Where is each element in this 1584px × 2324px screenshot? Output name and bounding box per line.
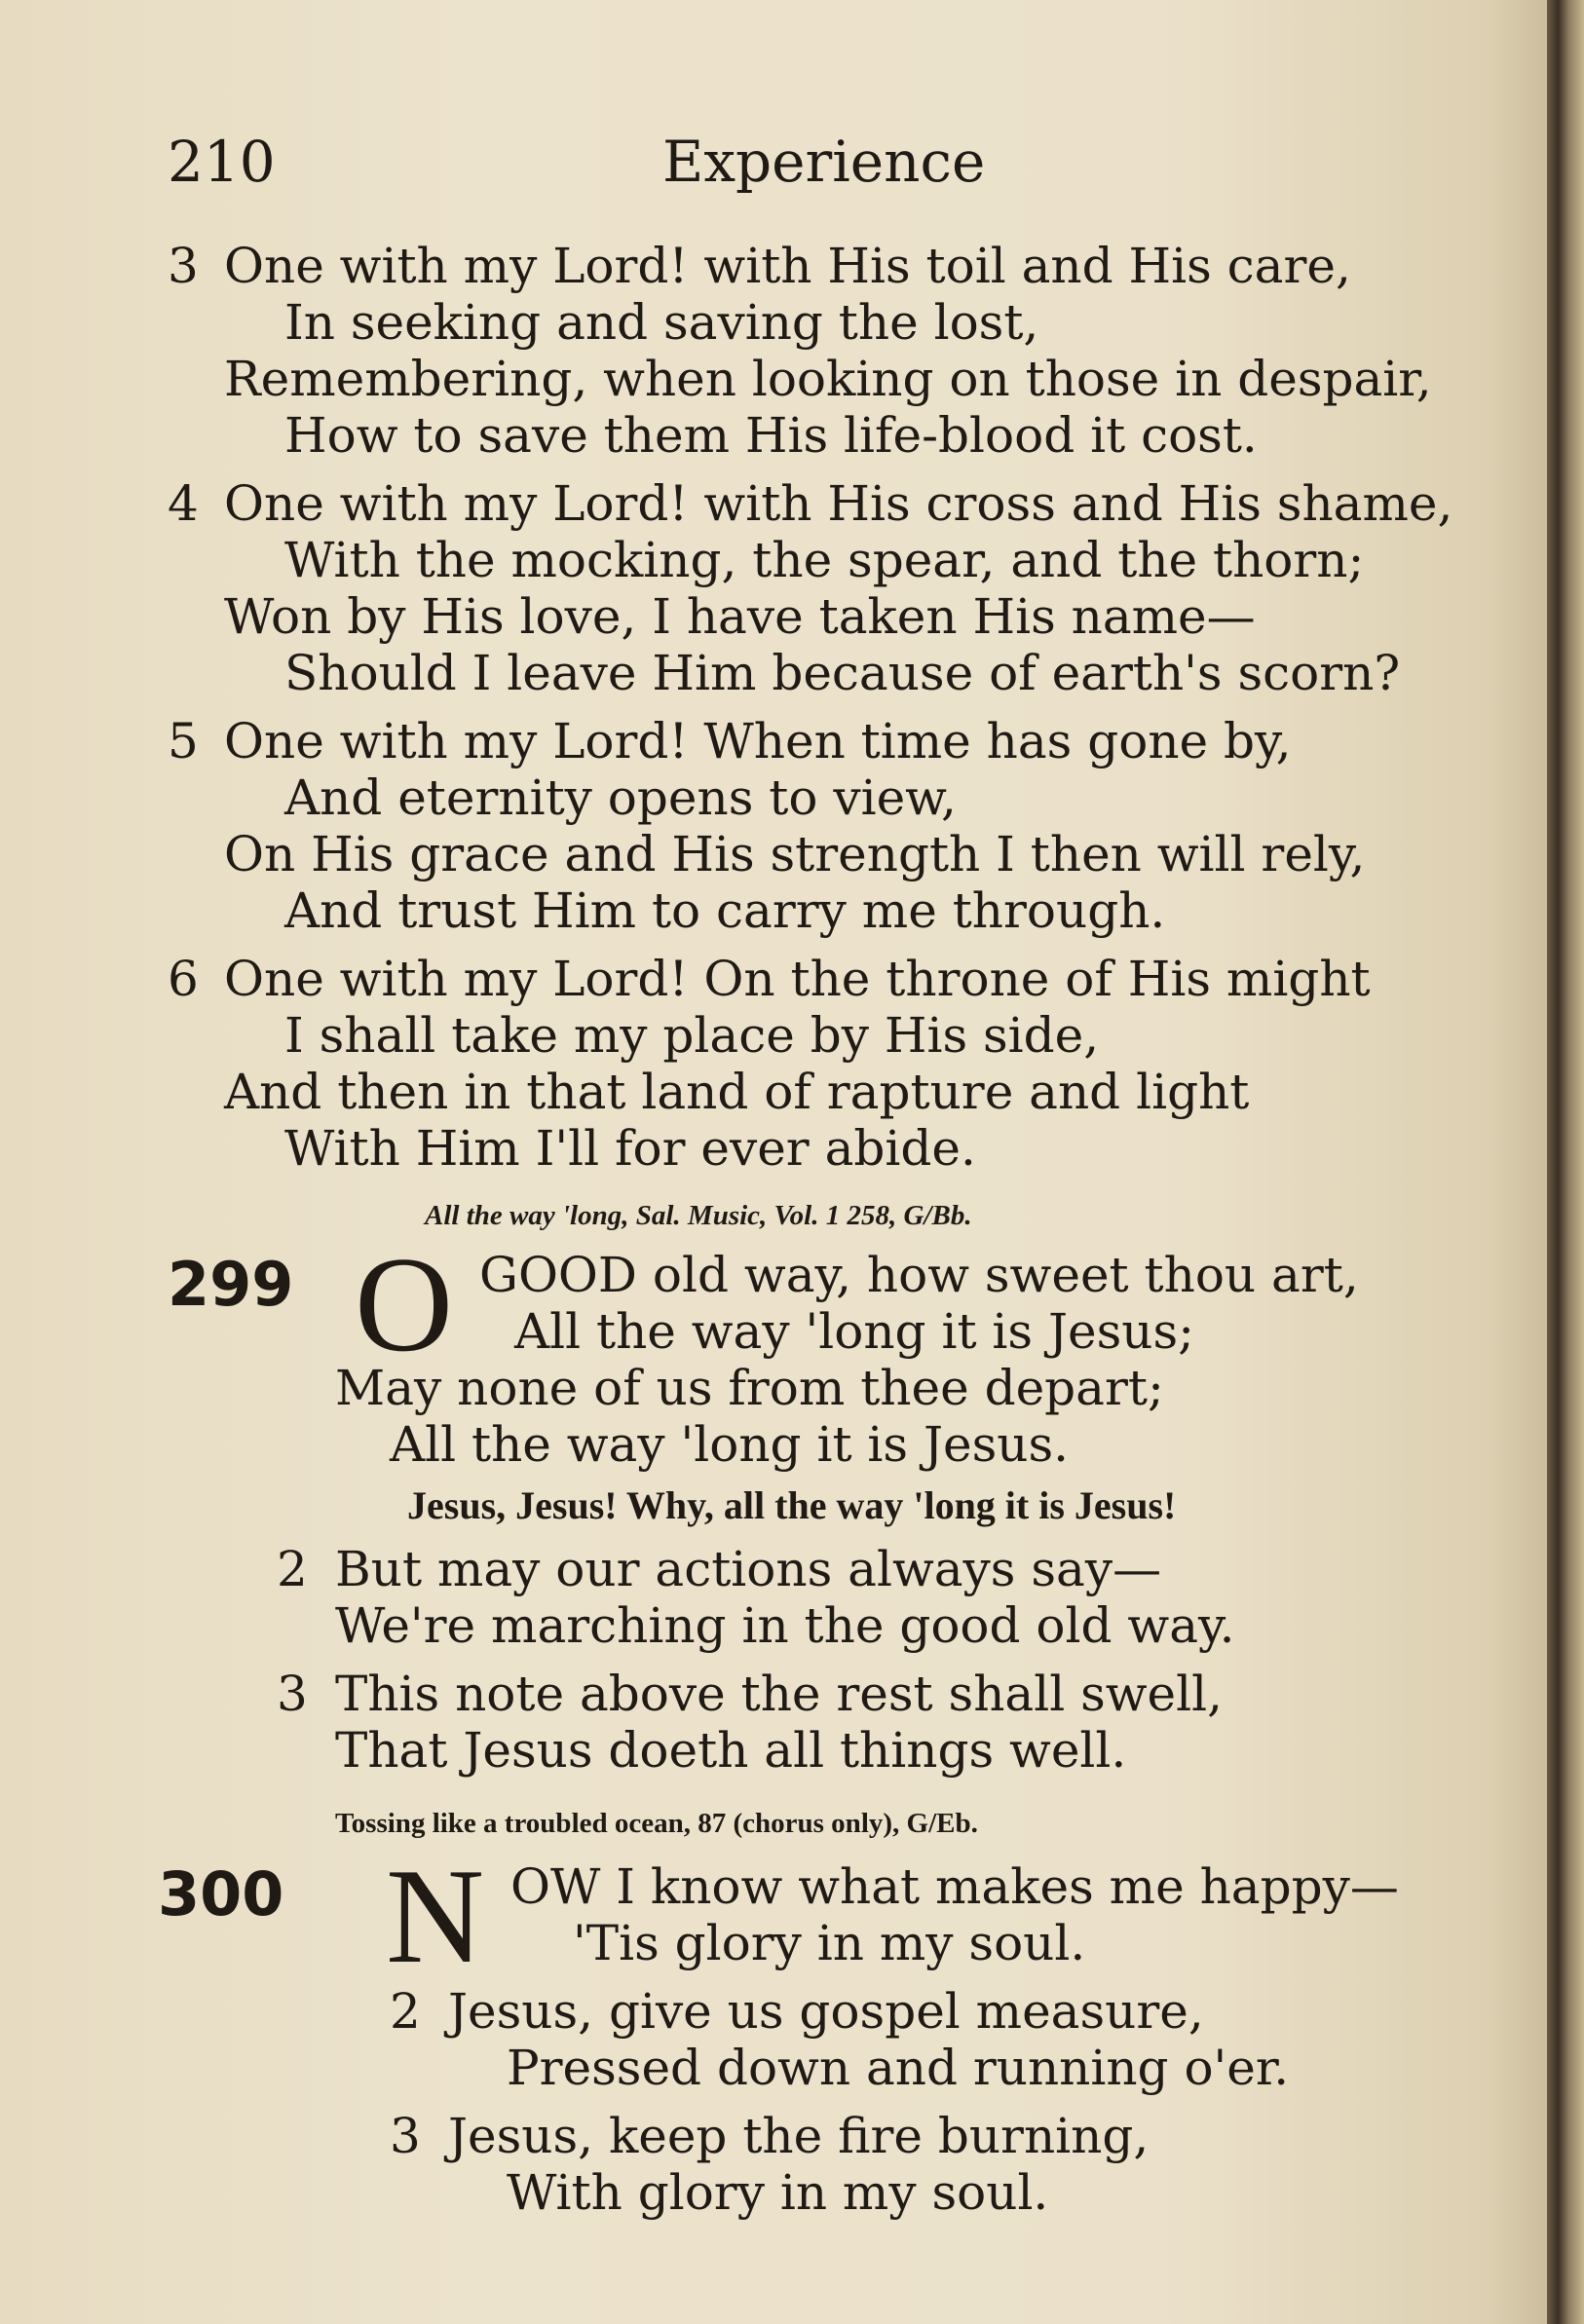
drop-cap: O <box>355 1229 454 1380</box>
tune-reference: All the way 'long, Sal. Music, Vol. 1 258, G/Bb. <box>425 1200 972 1231</box>
verse-number: 2 <box>390 1983 421 2040</box>
verse-line: We're marching in the good old way. <box>335 1597 1235 1654</box>
hymn-line: GOOD old way, how sweet thou art, <box>479 1247 1359 1303</box>
verse-line: On His grace and His strength I then will rely, <box>224 826 1366 882</box>
verse-line: With the mocking, the spear, and the thorn; <box>284 532 1365 588</box>
hymn-line: All the way 'long it is Jesus. <box>390 1416 1070 1473</box>
verse-number: 3 <box>390 2108 421 2164</box>
verse-line: And then in that land of rapture and light <box>224 1064 1250 1120</box>
verse-number: 2 <box>277 1541 308 1597</box>
verse-line: Remembering, when looking on those in despair, <box>224 351 1432 407</box>
hymn-number: 300 <box>158 1858 284 1930</box>
verse-line: That Jesus doeth all things well. <box>335 1722 1127 1779</box>
page-number: 210 <box>168 129 276 195</box>
section-title: Experience <box>662 129 986 195</box>
tune-reference: Tossing like a troubled ocean, 87 (chorus only), G/Eb. <box>335 1808 978 1839</box>
hymn-number: 299 <box>168 1249 294 1320</box>
verse-line: And trust Him to carry me through. <box>284 882 1166 939</box>
verse-line: With glory in my soul. <box>507 2164 1049 2221</box>
verse-number: 4 <box>168 475 199 532</box>
verse-line: One with my Lord! with His cross and His shame, <box>224 475 1453 532</box>
hymn-line: OW I know what makes me happy— <box>510 1858 1399 1915</box>
verse-number: 3 <box>277 1666 308 1722</box>
verse-line: This note above the rest shall swell, <box>335 1666 1224 1722</box>
verse-line: With Him I'll for ever abide. <box>284 1120 976 1177</box>
verse-line: Jesus, give us gospel measure, <box>448 1983 1204 2040</box>
verse-line: Jesus, keep the fire burning, <box>448 2108 1150 2164</box>
verse-line: And eternity opens to view, <box>284 769 957 826</box>
verse-number: 5 <box>168 713 199 769</box>
verse-line: One with my Lord! with His toil and His care, <box>224 238 1351 294</box>
verse-line: Won by His love, I have taken His name— <box>224 588 1256 645</box>
drop-cap: N <box>386 1841 485 1992</box>
verse-line: I shall take my place by His side, <box>284 1007 1100 1064</box>
verse-number: 3 <box>168 238 199 294</box>
hymn-line: All the way 'long it is Jesus; <box>514 1303 1194 1360</box>
hymn-line: 'Tis glory in my soul. <box>573 1915 1086 1971</box>
book-spine <box>1547 0 1584 2324</box>
verse-line: Should I leave Him because of earth's scorn? <box>284 645 1401 701</box>
chorus-line: Jesus, Jesus! Why, all the way 'long it is Jesus! <box>407 1483 1177 1527</box>
verse-line: How to save them His life-blood it cost. <box>284 407 1258 464</box>
verse-line: But may our actions always say— <box>335 1541 1162 1597</box>
hymn-line: May none of us from thee depart; <box>335 1360 1164 1416</box>
verse-line: In seeking and saving the lost, <box>284 294 1039 351</box>
verse-line: One with my Lord! When time has gone by, <box>224 713 1292 769</box>
verse-line: One with my Lord! On the throne of His might <box>224 951 1371 1007</box>
verse-number: 6 <box>168 951 199 1007</box>
verse-line: Pressed down and running o'er. <box>507 2040 1290 2096</box>
